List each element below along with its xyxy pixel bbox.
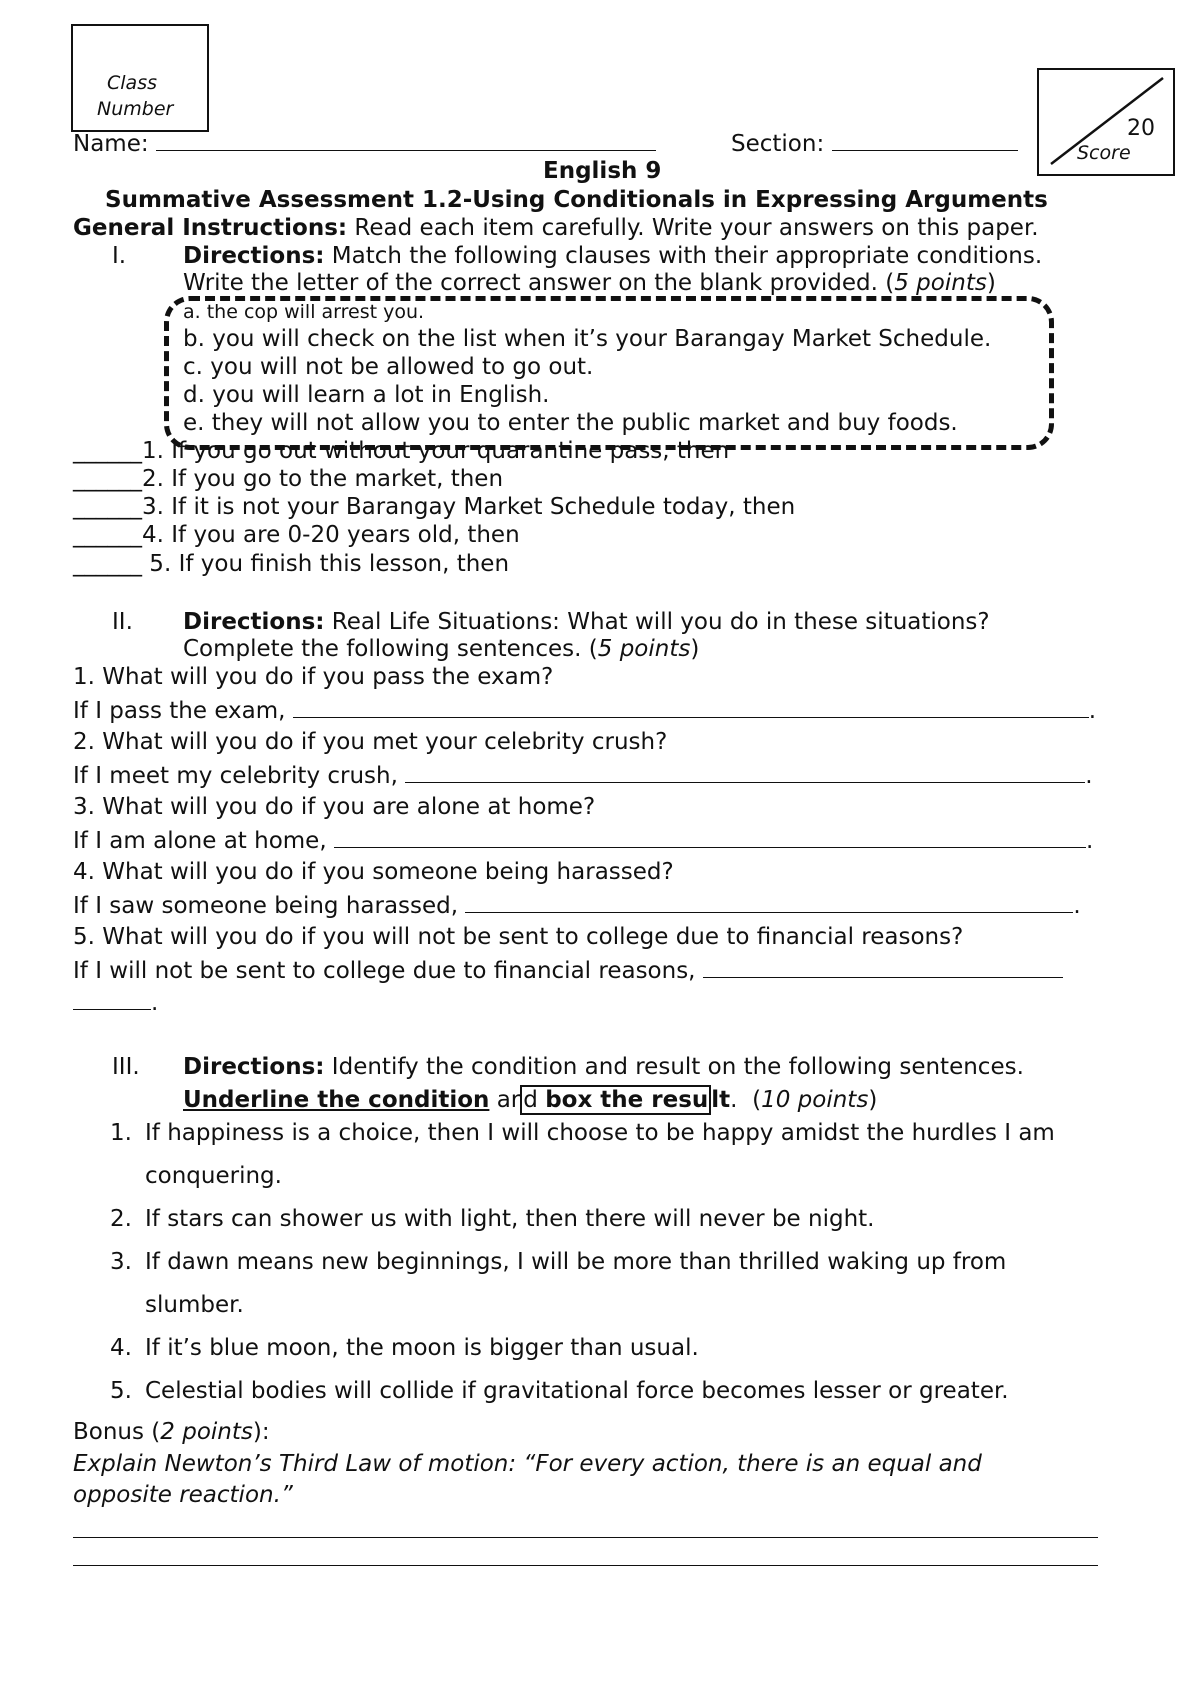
underline-condition-text: Underline the condition — [183, 1087, 490, 1113]
score-box[interactable] — [1037, 68, 1175, 176]
assessment-title: Summative Assessment 1.2-Using Conditionals in Expressing Arguments — [105, 187, 1048, 213]
general-instructions-label: General Instructions: — [73, 215, 348, 241]
answer-line[interactable] — [703, 957, 1063, 978]
part2-answer-2 — [73, 762, 1093, 789]
part1-directions-text: Match the following clauses with their appropriate conditions. — [324, 243, 1043, 269]
bonus-answer-line-1[interactable] — [73, 1537, 1098, 1538]
part2-answer-1 — [73, 697, 1096, 724]
box-result-frame — [520, 1085, 711, 1115]
part2-numeral: II. — [112, 609, 133, 635]
part1-directions-line2-text: Write the letter of the correct answer on the blank provided. ( — [183, 270, 895, 296]
part3-numeral: III. — [112, 1054, 140, 1080]
answer-prefix: If I will not be sent to college due to financial reasons, — [73, 958, 703, 984]
item-text: If happiness is a choice, then I will choose to be happy amidst the hurdles I am — [145, 1120, 1055, 1146]
part3-item-2 — [110, 1206, 874, 1232]
part2-close-paren: ) — [690, 636, 700, 662]
bonus-label-a: Bonus ( — [73, 1419, 161, 1445]
part2-question-4: 4. What will you do if you someone being harassed? — [73, 859, 674, 885]
class-number-box — [71, 24, 209, 132]
part3-directions — [183, 1054, 1024, 1080]
and-text-a: ar — [489, 1087, 521, 1113]
name-label: Name: — [73, 131, 149, 157]
part2-answer-5 — [73, 957, 1063, 984]
box-result-text-a: box the resu — [545, 1087, 709, 1113]
part2-question-5: 5. What will you do if you will not be sent to college due to financial reasons? — [73, 924, 964, 950]
answer-prefix: If I meet my celebrity crush, — [73, 763, 406, 789]
item-text: 3. If it is not your Barangay Market Schedule today, then — [142, 494, 796, 520]
item-text: 5. If you finish this lesson, then — [142, 551, 510, 577]
part2-directions-label: Directions: — [183, 609, 325, 635]
item-text: 4. If you are 0-20 years old, then — [142, 522, 520, 548]
part1-item-3 — [73, 494, 795, 520]
part2-answer-4 — [73, 892, 1081, 919]
answer-line[interactable] — [334, 827, 1086, 848]
part3-directions-label: Directions: — [183, 1054, 325, 1080]
item-text: 1. If you go out without your quarantine pass, then — [142, 438, 730, 464]
part2-question-2: 2. What will you do if you met your celebrity crush? — [73, 729, 668, 755]
box-result-text-b: lt — [711, 1087, 731, 1113]
part1-close-paren: ) — [986, 270, 996, 296]
item-text: 2. If you go to the market, then — [142, 466, 504, 492]
class-number-label-2: Number — [97, 98, 174, 120]
part2-answer-3 — [73, 827, 1093, 854]
answer-blank[interactable]: ______ — [73, 551, 142, 577]
part2-answer-5-continued — [73, 989, 158, 1016]
item-text: Celestial bodies will collide if gravitational force becomes lesser or greater. — [145, 1378, 1009, 1404]
answer-prefix: If I am alone at home, — [73, 828, 334, 854]
answer-line[interactable] — [293, 697, 1089, 718]
part3-item-1 — [110, 1120, 1055, 1146]
part3-item-1-continued: conquering. — [145, 1163, 282, 1189]
part1-directions-line2 — [183, 270, 996, 296]
item-text: If dawn means new beginnings, I will be more than thrilled waking up from — [145, 1249, 1007, 1275]
choice-c: c. you will not be allowed to go out. — [183, 354, 594, 380]
part3-item-3 — [110, 1249, 1006, 1275]
part3-directions-text: Identify the condition and result on the following sentences. — [324, 1054, 1024, 1080]
part3-directions-line2 — [183, 1087, 877, 1113]
item-number: 3. — [110, 1249, 132, 1275]
part2-directions-text: Real Life Situations: What will you do in these situations? — [324, 609, 990, 635]
part1-item-1 — [73, 438, 729, 464]
item-number: 1. — [110, 1120, 132, 1146]
choice-e: e. they will not allow you to enter the public market and buy foods. — [183, 410, 958, 436]
part2-directions — [183, 609, 990, 635]
answer-line-continued[interactable] — [73, 989, 151, 1010]
item-text: If stars can shower us with light, then there will never be night. — [145, 1206, 875, 1232]
part2-directions-line2 — [183, 636, 699, 662]
part1-directions-label: Directions: — [183, 243, 325, 269]
part1-item-2 — [73, 466, 503, 492]
part2-directions-line2-text: Complete the following sentences. ( — [183, 636, 598, 662]
part3-points: 10 points — [761, 1087, 869, 1113]
section-label: Section: — [731, 131, 825, 157]
answer-line[interactable] — [405, 762, 1085, 783]
period: . — [151, 990, 159, 1016]
answer-line[interactable] — [465, 892, 1073, 913]
answer-prefix: If I saw someone being harassed, — [73, 893, 466, 919]
part3-close-paren: ) — [868, 1087, 878, 1113]
score-total: 20 — [1127, 116, 1155, 141]
name-row — [73, 130, 656, 157]
part1-numeral: I. — [112, 243, 127, 269]
choice-d: d. you will learn a lot in English. — [183, 382, 550, 408]
bonus-answer-line-2[interactable] — [73, 1565, 1098, 1566]
part2-question-1: 1. What will you do if you pass the exam? — [73, 664, 554, 690]
answer-prefix: If I pass the exam, — [73, 698, 293, 724]
period: . — [1073, 893, 1081, 919]
item-number: 4. — [110, 1335, 132, 1361]
subject-title: English 9 — [543, 158, 662, 184]
part1-item-4 — [73, 522, 520, 548]
bonus-prompt-line1: Explain Newton’s Third Law of motion: “For every action, there is an equal and — [73, 1451, 982, 1477]
part2-question-3: 3. What will you do if you are alone at home? — [73, 794, 596, 820]
score-label: Score — [1077, 142, 1131, 164]
part3-dot: . — [730, 1087, 738, 1113]
general-instructions — [73, 215, 1039, 241]
bonus-prompt-line2: opposite reaction.” — [73, 1482, 293, 1508]
choice-b: b. you will check on the list when it’s your Barangay Market Schedule. — [183, 326, 992, 352]
answer-blank[interactable]: ______ — [73, 494, 142, 520]
item-number: 5. — [110, 1378, 132, 1404]
bonus-points: 2 points — [160, 1419, 253, 1445]
part3-paren-open: ( — [737, 1087, 762, 1113]
part3-item-3-continued: slumber. — [145, 1292, 244, 1318]
section-input-line[interactable] — [832, 130, 1018, 151]
part1-item-5 — [73, 551, 509, 577]
choice-a: a. the cop will arrest you. — [183, 301, 425, 323]
answer-blank[interactable]: ______ — [73, 438, 142, 464]
class-number-label-1: Class — [107, 72, 157, 94]
section-row — [731, 130, 1018, 157]
part2-points: 5 points — [597, 636, 691, 662]
period: . — [1088, 698, 1097, 724]
period: . — [1085, 763, 1093, 789]
part3-item-4 — [110, 1335, 699, 1361]
and-text-b: d — [523, 1087, 546, 1113]
bonus-label-b: ): — [252, 1419, 270, 1445]
bonus-label — [73, 1419, 270, 1445]
answer-blank[interactable]: ______ — [73, 522, 142, 548]
answer-blank[interactable]: ______ — [73, 466, 142, 492]
part1-directions — [183, 243, 1042, 269]
name-input-line[interactable] — [156, 130, 656, 151]
period: . — [1085, 828, 1094, 854]
item-text: If it’s blue moon, the moon is bigger than usual. — [145, 1335, 699, 1361]
part3-item-5 — [110, 1378, 1009, 1404]
part1-points: 5 points — [894, 270, 987, 296]
item-number: 2. — [110, 1206, 132, 1232]
general-instructions-text: Read each item carefully. Write your answers on this paper. — [347, 215, 1039, 241]
